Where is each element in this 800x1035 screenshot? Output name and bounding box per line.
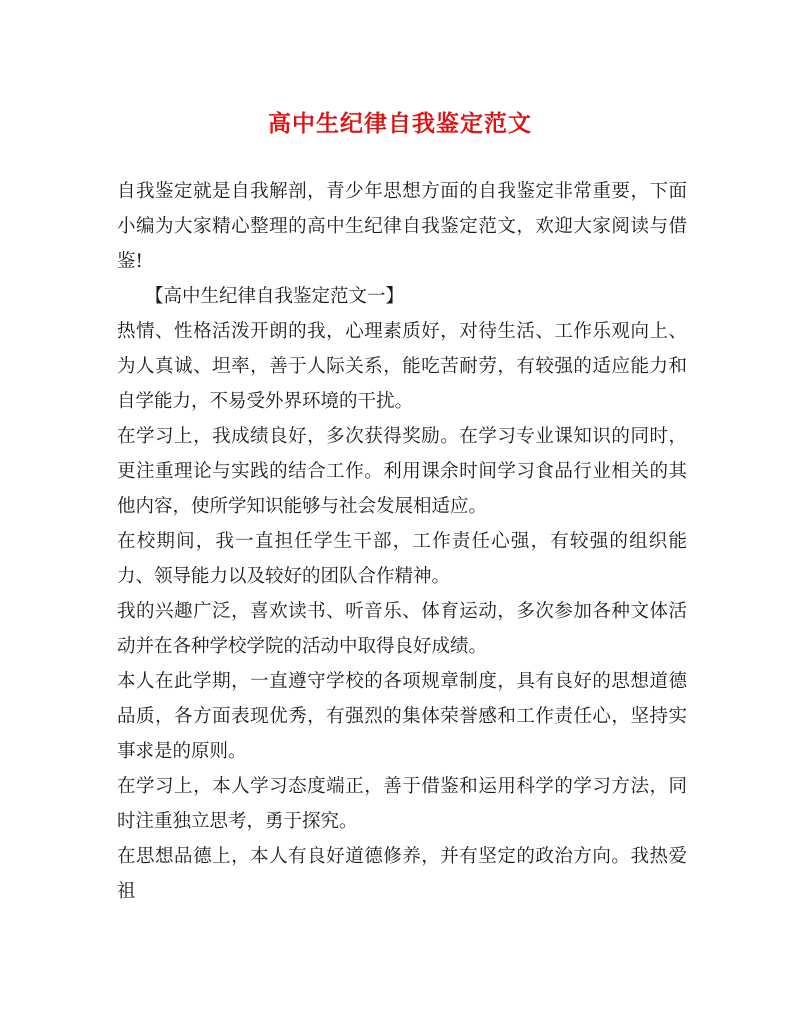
body-paragraph-2: 在学习上，我成绩良好，多次获得奖励。在学习专业课知识的同时，更注重理论与实践的结合工作。利用课余时间学习食品行业相关的其他内容，使所学知识能够与社会发展相适应。 (117, 426, 687, 517)
body-paragraph-7: 在思想品德上，本人有良好道德修养，并有坚定的政治方向。我热爱祖 (117, 846, 687, 902)
page-title: 高中生纪律自我鉴定范文 (268, 110, 532, 137)
body-paragraph-1: 热情、性格活泼开朗的我，心理素质好，对待生活、工作乐观向上、为人真诚、坦率，善于人际关系，能吃苦耐劳，有较强的适应能力和自学能力，不易受外界环境的干扰。 (117, 321, 687, 412)
body-paragraph-5: 本人在此学期，一直遵守学校的各项规章制度，具有良好的思想道德品质，各方面表现优秀，有强烈的集体荣誉感和工作责任心，坚持实事求是的原则。 (117, 671, 687, 762)
body-paragraph-4: 我的兴趣广泛，喜欢读书、听音乐、体育运动，多次参加各种文体活动并在各种学校学院的活动中取得良好成绩。 (117, 601, 687, 657)
body-paragraph-3: 在校期间，我一直担任学生干部，工作责任心强，有较强的组织能力、领导能力以及较好的团队合作精神。 (117, 531, 687, 587)
body-paragraph-6: 在学习上，本人学习态度端正，善于借鉴和运用科学的学习方法，同时注重独立思考，勇于探究。 (117, 776, 687, 832)
section-heading: 【高中生纪律自我鉴定范文一】 (145, 286, 405, 307)
intro-paragraph: 自我鉴定就是自我解剖，青少年思想方面的自我鉴定非常重要，下面小编为大家精心整理的高中生纪律自我鉴定范文，欢迎大家阅读与借鉴! (117, 181, 687, 272)
document-body (117, 174, 687, 909)
